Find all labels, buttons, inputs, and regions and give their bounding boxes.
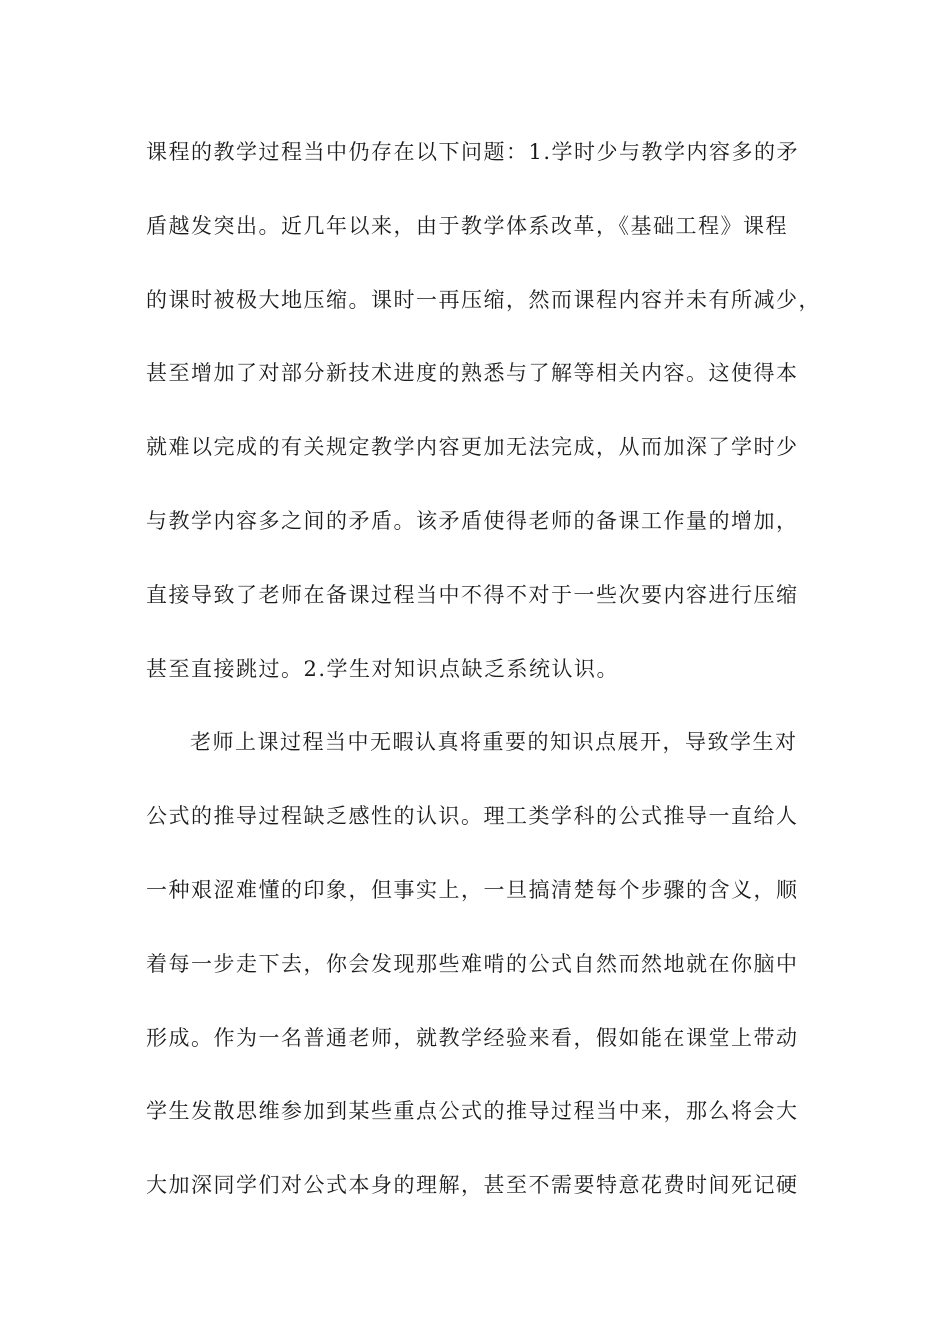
body-text [146, 128, 826, 1235]
text-line: 公式的推导过程缺乏感性的认识。理工类学科的公式推导一直给人 [146, 804, 799, 829]
text-line: 甚至增加了对部分新技术进度的熟悉与了解等相关内容。这使得本 [146, 361, 799, 386]
text-line: 与教学内容多之间的矛盾。该矛盾使得老师的备课工作量的增加， [146, 508, 799, 533]
text-line: 的课时被极大地压缩。课时一再压缩，然而课程内容并未有所减少， [146, 287, 821, 312]
text-line: 一种艰涩难懂的印象，但事实上，一旦搞清楚每个步骤的含义，顺 [146, 877, 799, 902]
paragraph-start-line: 老师上课过程当中无暇认真将重要的知识点展开，导致学生对 [190, 730, 798, 755]
text-line: 大加深同学们对公式本身的理解，甚至不需要特意花费时间死记硬 [146, 1173, 799, 1198]
text-line: 形成。作为一名普通老师，就教学经验来看，假如能在课堂上带动 [146, 1025, 799, 1050]
text-line: 就难以完成的有关规定教学内容更加无法完成，从而加深了学时少 [146, 435, 799, 460]
text-line: 学生发散思维参加到某些重点公式的推导过程当中来，那么将会大 [146, 1099, 799, 1124]
text-line: 着每一步走下去，你会发现那些难啃的公式自然而然地就在你脑中 [146, 951, 799, 976]
text-line: 甚至直接跳过。2.学生对知识点缺乏系统认识。 [146, 656, 620, 681]
text-line: 直接导致了老师在备课过程当中不得不对于一些次要内容进行压缩 [146, 582, 799, 607]
text-line: 课程的教学过程当中仍存在以下问题：1.学时少与教学内容多的矛 [146, 140, 800, 164]
text-line: 盾越发突出。近几年以来，由于教学体系改革，《基础工程》课程 [146, 213, 788, 238]
